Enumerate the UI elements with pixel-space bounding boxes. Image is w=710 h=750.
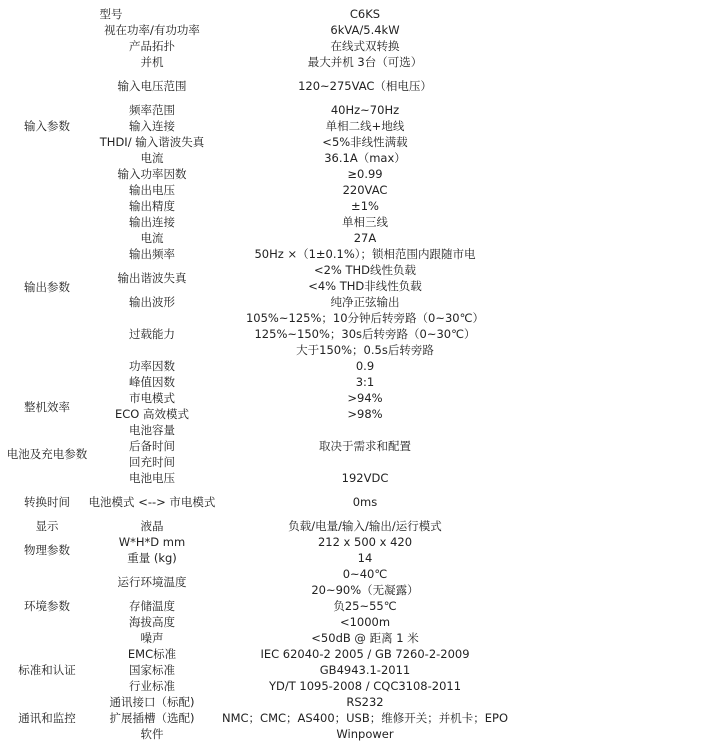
row-label: 液晶	[140, 519, 164, 533]
row-value: 3:1	[355, 375, 375, 389]
row-value: 125%~150%；30s后转旁路（0~30℃）	[254, 327, 476, 341]
row-value: 14	[357, 551, 373, 565]
row-value: 6kVA/5.4kW	[330, 23, 400, 37]
row-value: 0~40℃	[342, 567, 388, 581]
row-value: <1000m	[339, 615, 391, 629]
row-label: 重量 (kg)	[127, 551, 177, 565]
row-value: >98%	[347, 407, 383, 421]
row-value: 40Hz~70Hz	[330, 103, 400, 117]
category-standards: 标准和认证	[18, 663, 76, 677]
row-label: THDI/ 输入谐波失真	[99, 135, 205, 149]
row-label: 国家标准	[129, 663, 175, 677]
row-value: RS232	[346, 695, 384, 709]
row-value: <4% THD非线性负载	[308, 279, 422, 293]
row-value: 220VAC	[342, 183, 388, 197]
row-label: 峰值因数	[129, 375, 175, 389]
row-label: 输入连接	[129, 119, 175, 133]
row-label: 电池容量	[129, 423, 175, 437]
row-label: 软件	[140, 727, 164, 741]
row-label: 产品拓扑	[129, 39, 175, 53]
row-value: 负25~55℃	[333, 599, 397, 613]
row-label: 电流	[140, 151, 164, 165]
row-value: 20~90%（无凝露）	[311, 583, 419, 597]
row-value: NMC；CMC；AS400；USB；维修开关；并机卡；EPO	[221, 711, 509, 725]
row-label: 通讯接口（标配)	[109, 695, 195, 709]
category-display: 显示	[35, 519, 59, 533]
row-value: <2% THD线性负载	[313, 263, 417, 277]
row-label: 后备时间	[129, 439, 175, 453]
row-label: 输出波形	[129, 295, 175, 309]
row-value: 50Hz ×（1±0.1%）；锁相范围内跟随市电	[254, 247, 476, 261]
row-value: 在线式双转换	[330, 39, 400, 53]
category-output: 输出参数	[24, 280, 70, 294]
row-label: 输出谐波失真	[117, 271, 187, 285]
row-value: 0.9	[355, 359, 375, 373]
row-label: 输入电压范围	[117, 79, 187, 93]
category-physical: 物理参数	[24, 543, 70, 557]
category-environment: 环境参数	[24, 599, 70, 613]
row-value: 27A	[353, 231, 377, 245]
row-label: 电流	[140, 231, 164, 245]
row-label: 回充时间	[129, 455, 175, 469]
row-label: 频率范围	[129, 103, 175, 117]
row-label: 过载能力	[129, 327, 175, 341]
row-value: 单相二线+地线	[325, 119, 405, 133]
row-value: 36.1A（max）	[324, 151, 406, 165]
row-value: C6KS	[349, 7, 381, 21]
row-label: 视在功率/有功功率	[104, 23, 200, 37]
category-battery: 电池及充电参数	[6, 447, 88, 461]
row-label: 型号	[99, 7, 123, 21]
row-label: 输出连接	[129, 215, 175, 229]
row-label: 市电模式	[129, 391, 175, 405]
row-value: <5%非线性满载	[322, 135, 408, 149]
row-label: 输入功率因数	[117, 167, 187, 181]
row-label: 海拔高度	[129, 615, 175, 629]
row-value: 192VDC	[341, 471, 389, 485]
row-value: >94%	[347, 391, 383, 405]
row-label: 行业标准	[129, 679, 175, 693]
row-value: 纯净正弦输出	[330, 295, 400, 309]
row-value: ±1%	[351, 199, 379, 213]
row-value: Winpower	[336, 727, 394, 741]
row-label: EMC标准	[127, 647, 177, 661]
row-label: 扩展插槽（选配)	[109, 711, 195, 725]
row-value: 最大并机 3台（可选）	[307, 55, 423, 69]
row-value: 212 x 500 x 420	[317, 535, 413, 549]
row-label: 并机	[140, 55, 164, 69]
category-efficiency: 整机效率	[24, 400, 70, 414]
row-value: GB4943.1-2011	[319, 663, 411, 677]
row-label: 存储温度	[129, 599, 175, 613]
row-label: W*H*D mm	[118, 535, 186, 549]
row-label: 噪声	[140, 631, 164, 645]
row-label: 输出电压	[129, 183, 175, 197]
row-value: YD/T 1095-2008 / CQC3108-2011	[268, 679, 462, 693]
row-value: 120~275VAC（相电压）	[298, 79, 432, 93]
row-label: 输出频率	[129, 247, 175, 261]
row-value: <50dB @ 距离 1 米	[311, 631, 419, 645]
row-value: 0ms	[352, 495, 378, 509]
category-communication: 通讯和监控	[18, 711, 76, 725]
category-transfer: 转换时间	[24, 495, 70, 509]
row-label: 运行环境温度	[117, 575, 187, 589]
row-value: 105%~125%；10分钟后转旁路（0~30℃）	[245, 311, 485, 325]
row-value: 负载/电量/输入/输出/运行模式	[288, 519, 442, 533]
row-value: ≥0.99	[347, 167, 383, 181]
row-value: 大于150%；0.5s后转旁路	[296, 343, 434, 357]
category-input: 输入参数	[24, 119, 70, 133]
row-label: 电池模式 <--> 市电模式	[88, 495, 216, 509]
row-label: 电池电压	[129, 471, 175, 485]
row-label: 功率因数	[129, 359, 175, 373]
row-label: 输出精度	[129, 199, 175, 213]
row-label: ECO 高效模式	[114, 407, 190, 421]
row-value: IEC 62040-2 2005 / GB 7260-2-2009	[260, 647, 470, 661]
row-value: 单相三线	[342, 215, 388, 229]
row-value: 取决于需求和配置	[319, 439, 411, 453]
